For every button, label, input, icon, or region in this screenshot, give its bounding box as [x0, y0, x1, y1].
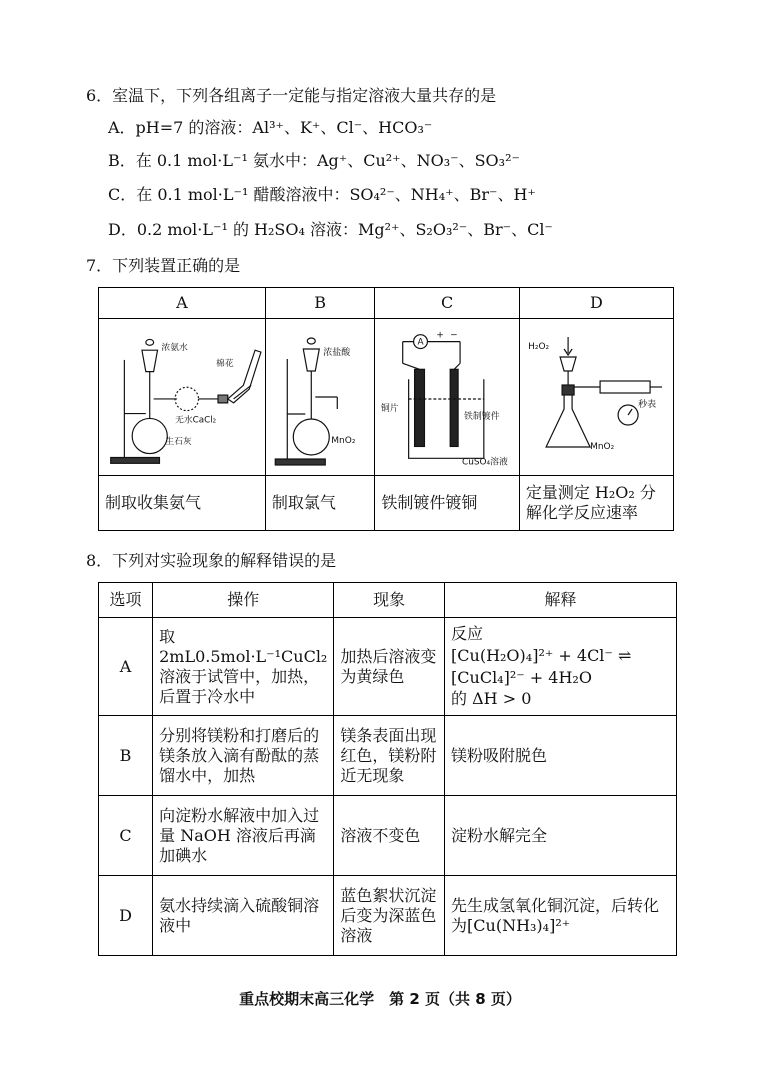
row-option: C: [99, 796, 153, 876]
label-iron-object: 铁制镀件: [464, 411, 500, 422]
q7-label-c: 铁制镀件镀铜: [375, 476, 519, 531]
page-footer: 重点校期末高三化学 第 2 页（共 8 页）: [239, 990, 521, 1008]
q7-figure-b: [265, 319, 375, 476]
q8-header-phenomenon: 现象: [334, 583, 445, 618]
label-concentrated-hcl: 浓盐酸: [323, 348, 351, 358]
q7-label-a: 制取收集氨气: [99, 476, 266, 531]
q7-header-c: C: [375, 288, 519, 319]
table-row: [99, 876, 677, 956]
row-explanation: [445, 618, 677, 716]
label-mno2-d: MnO₂: [589, 442, 615, 452]
explanation-line-3: 的 ΔH > 0: [451, 689, 532, 709]
q6-option-a: A．pH=7 的溶液：Al³⁺、K⁺、Cl⁻、HCO₃⁻: [108, 118, 433, 137]
explanation-equation: [Cu(H₂O)₄]²⁺ + 4Cl⁻ ⇌ [CuCl₄]²⁻ + 4H₂O: [451, 645, 632, 687]
q8-table: [98, 582, 677, 956]
h2o2-rate-diagram: [520, 319, 673, 475]
row-phenomenon: 蓝色絮状沉淀后变为深蓝色溶液: [334, 876, 445, 956]
q7-label-d: 定量测定 H₂O₂ 分解化学反应速率: [519, 476, 673, 531]
q8-stem: 8．下列对实验现象的解释错误的是: [86, 551, 337, 570]
row-operation: 向淀粉水解液中加入过量 NaOH 溶液后再滴加碘水: [153, 796, 334, 876]
label-minus: −: [450, 330, 459, 341]
explanation-line-1: 反应: [451, 624, 484, 644]
q7-stem: 7．下列装置正确的是: [86, 256, 241, 275]
q6-option-c: C．在 0.1 mol·L⁻¹ 醋酸溶液中：SO₄²⁻、NH₄⁺、Br⁻、H⁺: [108, 185, 536, 204]
ammonia-apparatus-diagram: [99, 319, 265, 475]
row-operation: 取 2mL0.5mol·L⁻¹CuCl₂ 溶液于试管中，加热，后置于冷水中: [153, 618, 334, 716]
row-operation: 氨水持续滴入硫酸铜溶液中: [153, 876, 334, 956]
label-quicklime: 生石灰: [165, 436, 192, 447]
q6-stem: 6．室温下，下列各组离子一定能与指定溶液大量共存的是: [86, 86, 497, 105]
label-stopwatch: 秒表: [637, 400, 656, 410]
q7-apparatus-table: [98, 287, 674, 531]
q8-header-option: 选项: [99, 583, 153, 618]
q6-option-b: B．在 0.1 mol·L⁻¹ 氨水中：Ag⁺、Cu²⁺、NO₃⁻、SO₃²⁻: [108, 151, 520, 170]
row-explanation: 淀粉水解完全: [445, 796, 677, 876]
q7-label-b: 制取氯气: [265, 476, 375, 531]
label-plus: +: [436, 330, 445, 341]
table-row: [99, 796, 677, 876]
row-option: B: [99, 716, 153, 796]
label-cotton: 棉花: [216, 358, 234, 369]
label-anhydrous-cacl2: 无水CaCl₂: [175, 415, 217, 426]
row-option: D: [99, 876, 153, 956]
q7-figure-c: [375, 319, 519, 476]
q6-option-d: D．0.2 mol·L⁻¹ 的 H₂SO₄ 溶液：Mg²⁺、S₂O₃²⁻、Br⁻、Cl⁻: [108, 220, 553, 239]
row-option: A: [99, 618, 153, 716]
q7-figure-a: [99, 319, 266, 476]
label-concentrated-ammonia: 浓氨水: [161, 343, 188, 354]
row-phenomenon: 溶液不变色: [334, 796, 445, 876]
label-mno2: MnO₂: [331, 436, 356, 446]
table-row: [99, 716, 677, 796]
row-operation: 分别将镁粉和打磨后的镁条放入滴有酚酞的蒸馏水中，加热: [153, 716, 334, 796]
label-cuso4-solution: CuSO₄溶液: [462, 457, 509, 468]
table-row: [99, 618, 677, 716]
chlorine-apparatus-diagram: [266, 319, 375, 475]
label-copper-plate: 铜片: [381, 403, 400, 414]
electroplating-diagram: [375, 319, 518, 475]
q8-header-operation: 操作: [153, 583, 334, 618]
row-explanation: 镁粉吸附脱色: [445, 716, 677, 796]
q7-header-d: D: [519, 288, 673, 319]
label-h2o2: H₂O₂: [527, 342, 549, 352]
q7-figure-d: [519, 319, 673, 476]
row-phenomenon: 镁条表面出现红色，镁粉附近无现象: [334, 716, 445, 796]
row-phenomenon: 加热后溶液变为黄绿色: [334, 618, 445, 716]
q7-header-a: A: [99, 288, 266, 319]
label-ammeter: A: [417, 337, 425, 348]
row-explanation: 先生成氢氧化铜沉淀，后转化为[Cu(NH₃)₄]²⁺: [445, 876, 677, 956]
q8-header-explanation: 解释: [445, 583, 677, 618]
q7-header-b: B: [265, 288, 375, 319]
